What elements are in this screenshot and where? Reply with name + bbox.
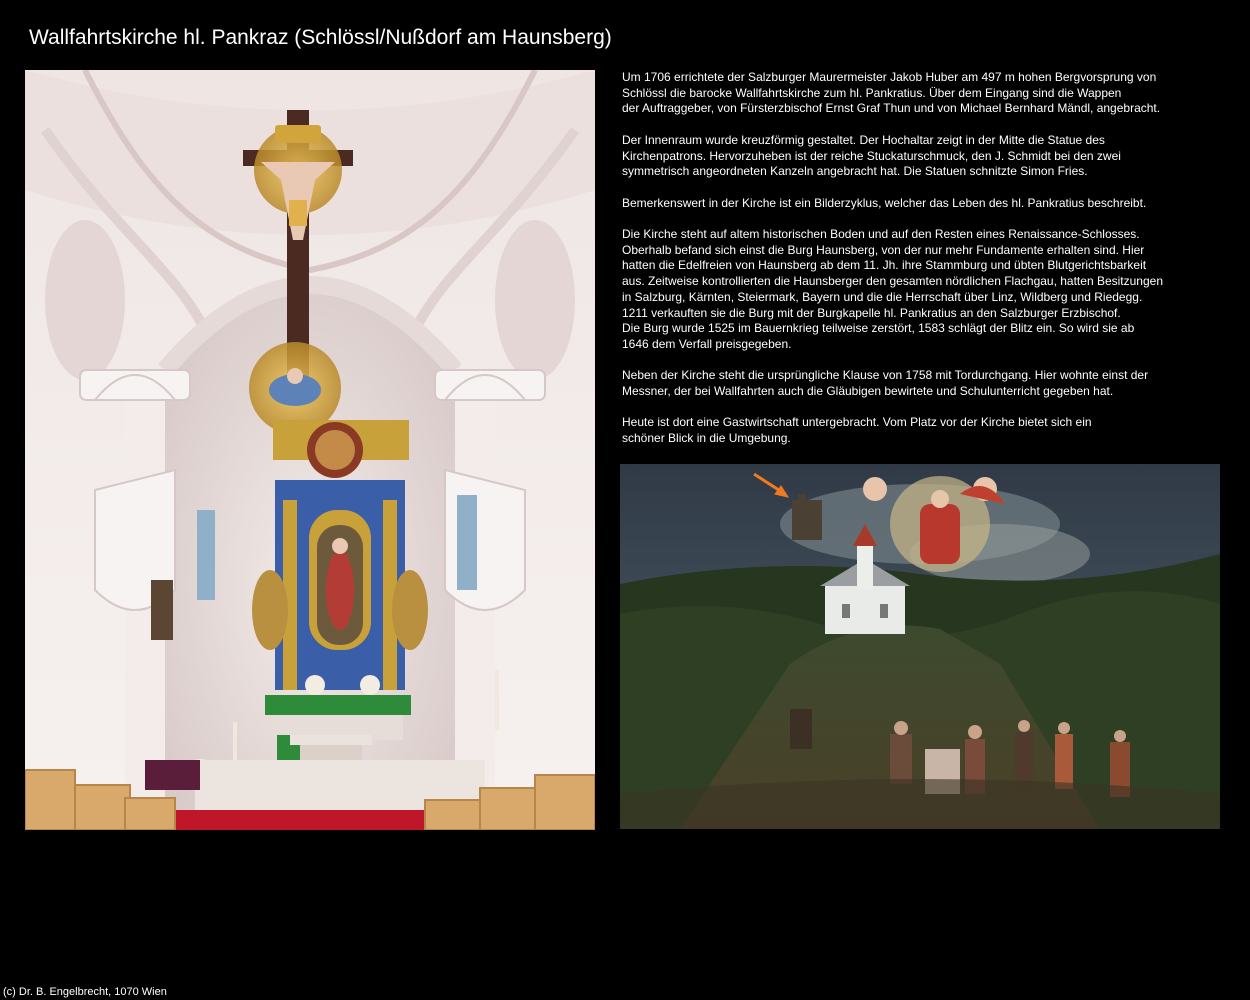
text-line: hatten die Edelfreien von Haunsberg ab dem 11. Jh. ihre Stammburg und übten Blutgerichtsbarkeit (622, 258, 1147, 273)
text-line: Neben der Kirche steht die ursprüngliche Klause von 1758 mit Tordurchgang. Hier wohnte einst der (622, 368, 1149, 383)
text-line: der Auftraggeber, von Fürsterzbischof Ernst Graf Thun und von Michael Bernhard Mändl, angebracht. (622, 101, 1161, 116)
paragraph-klause (622, 368, 1222, 399)
church-interior-photo (25, 70, 595, 830)
paragraph-castle (622, 227, 1222, 353)
text-line: Heute ist dort eine Gastwirtschaft untergebracht. Vom Platz vor der Kirche bietet sich ein (622, 415, 1092, 430)
page-title: Wallfahrtskirche hl. Pankraz (Schlössl/Nußdorf am Haunsberg) (29, 26, 612, 49)
paragraph-today (622, 415, 1222, 446)
text-line: symmetrisch angeordneten Kanzeln angebracht hat. Die Statuen schnitzte Simon Fries. (622, 164, 1088, 179)
text-line: aus. Zeitweise kontrollierten die Haunsberger den gesamten nördlichen Flachgau, hatten Besitzungen (622, 274, 1163, 289)
text-line: Die Burg wurde 1525 im Bauernkrieg teilweise zerstört, 1583 schlägt der Blitz ein. So wird sie ab (622, 321, 1135, 336)
text-line: 1646 dem Verfall preisgegeben. (622, 336, 792, 351)
paragraph-cycle (622, 196, 1222, 212)
text-line: Messner, der bei Wallfahrten auch die Gläubigen bewirtete und Schulunterricht gegeben hat. (622, 384, 1114, 398)
painting-photo (620, 464, 1220, 829)
text-line: Kirchenpatrons. Hervorzuheben ist der reiche Stuckaturschmuck, den J. Schmidt bei den zwei (622, 148, 1121, 163)
text-line: Der Innenraum wurde kreuzförmig gestaltet. Der Hochaltar zeigt in der Mitte die Statue des (622, 132, 1105, 147)
text-line: Bemerkenswert in der Kirche ist ein Bilderzyklus, welcher das Leben des hl. Pankratius beschreibt. (622, 195, 1147, 210)
text-line: Schlössl die barocke Wallfahrtskirche zum hl. Pankratius. Über dem Eingang sind die Wappen (622, 85, 1122, 100)
text-line: schöner Blick in die Umgebung. (622, 431, 791, 446)
text-line: Die Kirche steht auf altem historischen Boden und auf den Resten eines Renaissance-Schlosses. (622, 226, 1140, 241)
paragraph-interior (622, 133, 1222, 180)
text-line: Oberhalb befand sich einst die Burg Haunsberg, von der nur mehr Fundamente erhalten sind. Hier (622, 242, 1145, 257)
text-line: 1211 verkauften sie die Burg mit der Burgkapelle hl. Pankratius an den Salzburger Erzbischof. (622, 305, 1121, 320)
text-line: in Salzburg, Kärnten, Steiermark, Bayern und die die Herrschaft über Linz, Wildberg und Riedegg. (622, 289, 1143, 304)
copyright-footer: (c) Dr. B. Engelbrecht, 1070 Wien (3, 986, 167, 998)
text-line: Um 1706 errichtete der Salzburger Maurermeister Jakob Huber am 497 m hohen Bergvorsprung von (622, 70, 1157, 84)
description-text (622, 70, 1222, 462)
paragraph-history (622, 70, 1222, 117)
